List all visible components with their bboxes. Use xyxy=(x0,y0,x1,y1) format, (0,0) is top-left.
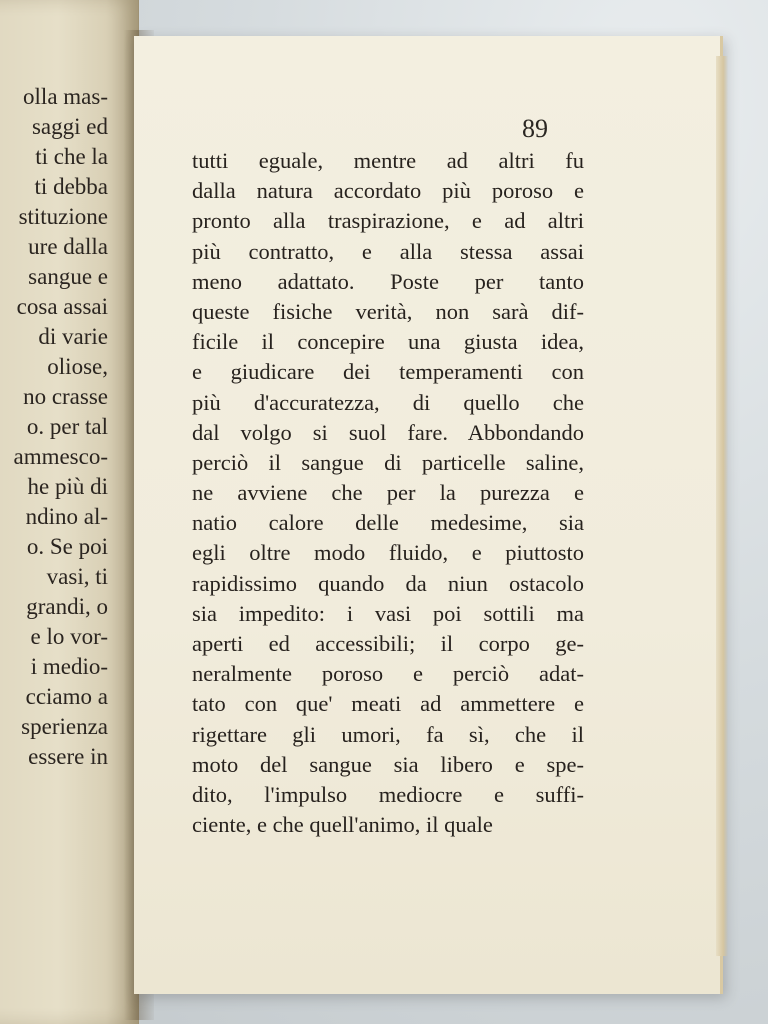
text-line: natio calore delle medesime, sia xyxy=(192,510,584,536)
text-line: dalla natura accordato più poroso e xyxy=(192,178,584,204)
text-line: più d'accuratezza, di quello che xyxy=(192,389,584,415)
text-line: queste fisiche verità, non sarà dif- xyxy=(192,298,584,324)
page-number: 89 xyxy=(522,114,548,143)
left-line: cciamo a xyxy=(25,684,108,709)
text-line: ne avviene che per la purezza e xyxy=(192,480,584,506)
text-line: più contratto, e alla stessa assai xyxy=(192,238,584,264)
left-line: olla mas- xyxy=(23,84,108,109)
left-line: ndino al- xyxy=(25,504,108,529)
left-line: cosa assai xyxy=(16,294,108,319)
text-line: meno adattato. Poste per tanto xyxy=(192,268,584,294)
left-line: ti debba xyxy=(34,174,108,199)
text-line: sia impedito: i vasi poi sottili ma xyxy=(192,600,584,626)
left-page xyxy=(0,0,139,1024)
text-line: tutti eguale, mentre ad altri fu xyxy=(192,148,584,173)
left-line: ti che la xyxy=(35,144,108,169)
text-line: rapidissimo quando da niun ostacolo xyxy=(192,570,584,596)
left-page-text xyxy=(0,82,120,772)
right-page-text xyxy=(192,146,584,840)
text-line: dito, l'impulso mediocre e suffi- xyxy=(192,781,584,807)
left-line: vasi, ti xyxy=(46,564,108,589)
text-line: dal volgo si suol fare. Abbondando xyxy=(192,419,584,445)
left-line: stituzione xyxy=(18,204,108,229)
text-line: pronto alla traspirazione, e ad altri xyxy=(192,208,584,234)
text-line: e giudicare dei temperamenti con xyxy=(192,359,584,385)
text-line: aperti ed accessibili; il corpo ge- xyxy=(192,631,584,656)
left-line: oliose, xyxy=(47,354,108,379)
left-line: ammesco- xyxy=(13,444,108,469)
text-line: ciente, e che quell'animo, il quale xyxy=(192,812,493,838)
left-line: di varie xyxy=(38,324,108,349)
left-line: e lo vor- xyxy=(30,624,108,649)
left-line: he più di xyxy=(27,474,108,499)
left-line: sangue e xyxy=(28,264,108,289)
left-line: sperienza xyxy=(21,714,108,739)
text-line: egli oltre modo fluido, e piuttosto xyxy=(192,540,584,566)
left-line: ure dalla xyxy=(28,234,108,259)
text-line: ficile il concepire una giusta idea, xyxy=(192,329,584,355)
left-line: no crasse xyxy=(23,384,108,409)
text-line: tato con que' meati ad ammettere e xyxy=(192,691,584,717)
text-line: moto del sangue sia libero e spe- xyxy=(192,751,584,777)
right-page xyxy=(134,36,723,994)
left-line: saggi ed xyxy=(31,114,108,139)
left-line: o. per tal xyxy=(26,414,108,439)
left-line: o. Se poi xyxy=(26,534,108,559)
text-line: perciò il sangue di particelle saline, xyxy=(192,449,584,475)
text-line: neralmente poroso e perciò adat- xyxy=(192,661,584,687)
left-line: essere in xyxy=(28,744,108,769)
left-line: i medio- xyxy=(30,654,108,679)
text-line: rigettare gli umori, fa sì, che il xyxy=(192,721,584,747)
left-line: grandi, o xyxy=(26,594,108,619)
